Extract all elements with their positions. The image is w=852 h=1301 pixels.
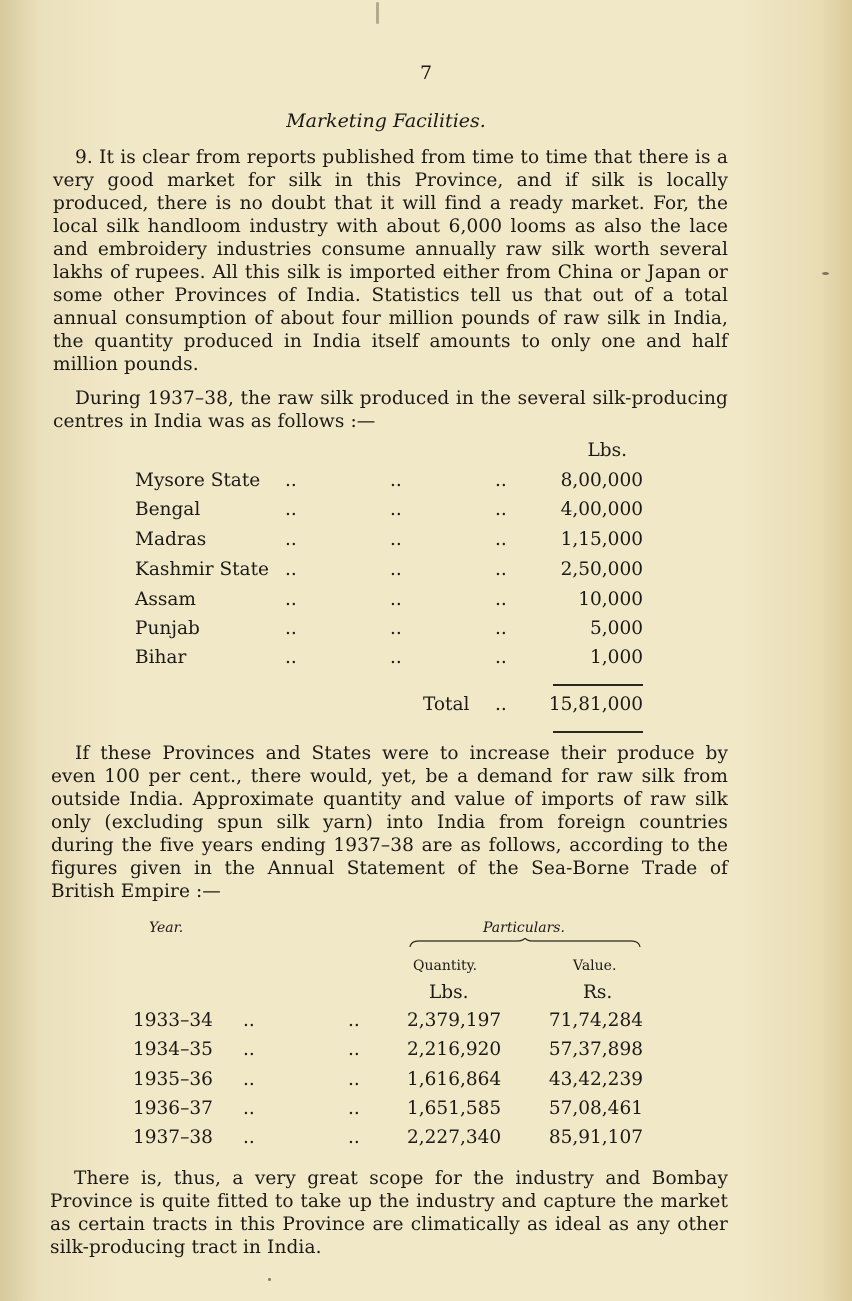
leader-dots: .. [243,1010,255,1031]
production-value: 1,15,000 [560,529,643,550]
region-name: Bihar [135,647,187,668]
leader-dots: .. [348,1098,360,1119]
leader-dots: .. [348,1127,360,1148]
leader-dots: .. [495,470,507,491]
leader-dots: .. [285,647,297,668]
leader-dots: .. [348,1010,360,1031]
production-value: 10,000 [578,589,643,610]
region-name: Mysore State [135,470,261,491]
leader-dots: .. [390,589,402,610]
paragraph-imports: If these Provinces and States were to increase their produce by even 100 per cent., there would, yet, be a demand for raw silk from outside India. Approximate quantity and value of imports of raw silk only (excluding spun silk yarn) into India from foreign countries during the five years ending 1937–38 are as follows, according to the figures given in the Annual Statement of the Sea-Borne Trade of British Empire :— [51,743,728,902]
leader-dots: .. [495,559,507,580]
import-quantity: 1,616,864 [407,1069,502,1090]
production-unit-header: Lbs. [587,440,627,461]
leader-dots: .. [495,647,507,668]
leader-dots: .. [285,470,297,491]
production-value: 4,00,000 [560,499,643,520]
region-name: Kashmir State [135,559,269,580]
import-value: 71,74,284 [548,1010,643,1031]
paper-mark [268,1278,271,1281]
imports-row [133,1039,653,1065]
imports-row [133,1127,653,1153]
leader-dots: .. [285,559,297,580]
total-value: 15,81,000 [548,694,643,715]
paper-mark [822,272,829,275]
leader-dots: .. [495,589,507,610]
leader-dots: .. [285,529,297,550]
leader-dots: .. [285,499,297,520]
leader-dots: .. [390,529,402,550]
leader-dots: .. [495,499,507,520]
leader-dots: .. [390,559,402,580]
import-value: 57,08,461 [548,1098,643,1119]
production-value: 8,00,000 [560,470,643,491]
region-name: Punjab [135,618,200,639]
production-row [135,559,645,585]
import-year: 1933–34 [133,1010,213,1031]
leader-dots: .. [243,1039,255,1060]
production-row [135,647,645,673]
value-unit: Rs. [583,982,613,1003]
leader-dots: .. [285,618,297,639]
region-name: Assam [135,589,196,610]
particulars-brace [409,938,641,948]
leader-dots: .. [348,1039,360,1060]
leader-dots: .. [243,1069,255,1090]
leader-dots: .. [243,1098,255,1119]
import-value: 57,37,898 [548,1039,643,1060]
quantity-unit: Lbs. [429,982,469,1003]
production-value: 1,000 [590,647,643,668]
leader-dots: .. [390,647,402,668]
production-row [135,470,645,496]
leader-dots: .. [390,499,402,520]
import-value: 43,42,239 [548,1069,643,1090]
import-quantity: 2,216,920 [407,1039,502,1060]
import-year: 1937–38 [133,1127,213,1148]
region-name: Madras [135,529,207,550]
import-year: 1936–37 [133,1098,213,1119]
leader-dots: .. [495,618,507,639]
paragraph-production-intro: During 1937–38, the raw silk produced in the several silk-producing centres in India was as follows :— [53,388,728,432]
import-year: 1934–35 [133,1039,213,1060]
production-row [135,618,645,644]
particulars-heading: Particulars. [483,920,565,936]
section-heading: Marketing Facilities. [286,110,486,132]
import-quantity: 2,379,197 [407,1010,502,1031]
page-number: 7 [419,62,433,84]
production-value: 5,000 [590,618,643,639]
import-value: 85,91,107 [548,1127,643,1148]
leader-dots: .. [243,1127,255,1148]
import-quantity: 2,227,340 [407,1127,502,1148]
leader-dots: .. [285,589,297,610]
production-row [135,589,645,615]
leader-dots: .. [390,470,402,491]
production-row [135,529,645,555]
quantity-column-heading: Quantity. [413,958,478,974]
imports-row [133,1069,653,1095]
imports-row [133,1010,653,1036]
total-label: Total [423,694,470,715]
paper-mark [376,2,379,24]
leader-dots: .. [495,694,507,715]
paragraph-conclusion: There is, thus, a very great scope for the industry and Bombay Province is quite fitted to take up the industry and capture the market as certain tracts in this Province are climatically as ideal as any other silk-producing tract in India. [50,1168,728,1258]
paragraph-market: 9. It is clear from reports published from time to time that there is a very good market for silk in this Province, and if silk is locally produced, there is no doubt that it will find a ready market. For, the local silk handloom industry with about 6,000 looms as also the lace and embroidery industries consume annually raw silk worth several lakhs of rupees. All this silk is imported either from China or Japan or some other Provinces of India. Statistics tell us that out of a total annual consumption of about four million pounds of raw silk in India, the quantity produced in India itself amounts to only one and half million pounds. [53,147,728,375]
year-column-heading: Year. [149,920,184,936]
imports-row [133,1098,653,1124]
leader-dots: .. [390,618,402,639]
leader-dots: .. [348,1069,360,1090]
total-rule-bottom [553,731,643,733]
import-year: 1935–36 [133,1069,213,1090]
import-quantity: 1,651,585 [407,1098,502,1119]
leader-dots: .. [495,529,507,550]
value-column-heading: Value. [573,958,617,974]
production-value: 2,50,000 [560,559,643,580]
production-row [135,499,645,525]
total-rule-top [553,684,643,686]
region-name: Bengal [135,499,201,520]
